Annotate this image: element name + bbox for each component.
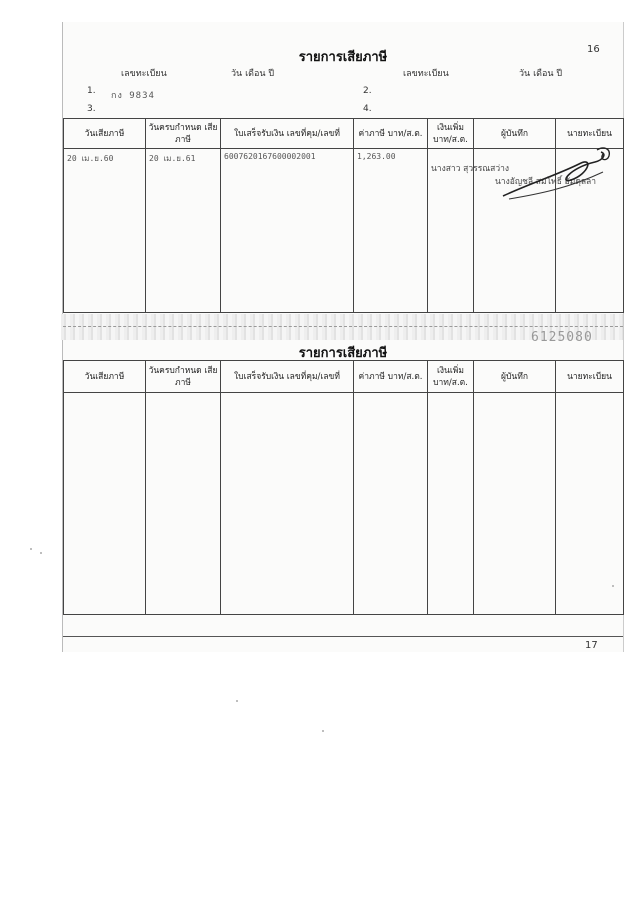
column-header: ค่าภาษี บาท/ส.ต. xyxy=(354,119,428,149)
registration-row-number: 2. xyxy=(363,86,372,96)
tax-record-table xyxy=(63,360,624,615)
scan-speck xyxy=(236,700,238,702)
column-header: ใบเสร็จรับเงิน เลขที่คุม/เลขที่ xyxy=(221,361,354,393)
document-page xyxy=(62,22,624,652)
date-label-left: วัน เดือน ปี xyxy=(231,69,275,79)
scan-speck xyxy=(612,585,614,587)
fold-dashed-line xyxy=(63,326,623,327)
recorder-name: นางสาว สุวรรณสว่าง xyxy=(431,164,510,174)
table-row xyxy=(64,393,624,615)
registration-row-number: 3. xyxy=(87,104,96,114)
column-header: นายทะเบียน xyxy=(556,361,624,393)
column-header: วันครบกำหนด เสียภาษี xyxy=(146,361,221,393)
scan-speck xyxy=(30,548,32,550)
column-header: เงินเพิ่ม บาท/ส.ต. xyxy=(428,361,474,393)
column-header: ผู้บันทึก xyxy=(474,119,556,149)
tax-record-section-bottom xyxy=(63,340,623,652)
date-label-right: วัน เดือน ปี xyxy=(519,69,563,79)
tax-date-cell: 20 เม.ย.60 xyxy=(67,154,114,163)
registration-row-number: 1. xyxy=(87,86,96,96)
footer-rule xyxy=(63,636,623,637)
table-header-row xyxy=(64,361,624,393)
surcharge-cell xyxy=(428,149,473,152)
column-header: วันเสียภาษี xyxy=(64,361,146,393)
tax-amount-cell: 1,263.00 xyxy=(357,152,396,161)
tax-record-section-top xyxy=(63,22,623,322)
column-header: ใบเสร็จรับเงิน เลขที่คุม/เลขที่ xyxy=(221,119,354,149)
section-title: รายการเสียภาษี xyxy=(298,50,388,65)
section-title: รายการเสียภาษี xyxy=(298,346,388,361)
page-number: 17 xyxy=(585,640,598,651)
page-number: 16 xyxy=(587,44,600,55)
signature-mark xyxy=(499,144,619,204)
column-header: วันเสียภาษี xyxy=(64,119,146,149)
registration-label-right: เลขทะเบียน xyxy=(403,69,449,79)
scan-speck xyxy=(40,552,42,554)
scan-speck xyxy=(322,730,324,732)
column-header: ผู้บันทึก xyxy=(474,361,556,393)
registration-value: กง 9834 xyxy=(111,91,155,101)
column-header: นายทะเบียน xyxy=(556,119,624,149)
column-header: ค่าภาษี บาท/ส.ต. xyxy=(354,361,428,393)
due-date-cell: 20 เม.ย.61 xyxy=(149,154,196,163)
serial-number: 6125080 xyxy=(531,330,593,345)
column-header: เงินเพิ่ม บาท/ส.ต. xyxy=(428,119,474,149)
registration-label-left: เลขทะเบียน xyxy=(121,69,167,79)
column-header: วันครบกำหนด เสียภาษี xyxy=(146,119,221,149)
registration-row-number: 4. xyxy=(363,104,372,114)
receipt-number-cell: 6007620167600002001 xyxy=(224,152,316,161)
recorder-name-secondary: นางอัญชลี สมโพธิ์ อัมดุลลา xyxy=(495,177,597,187)
